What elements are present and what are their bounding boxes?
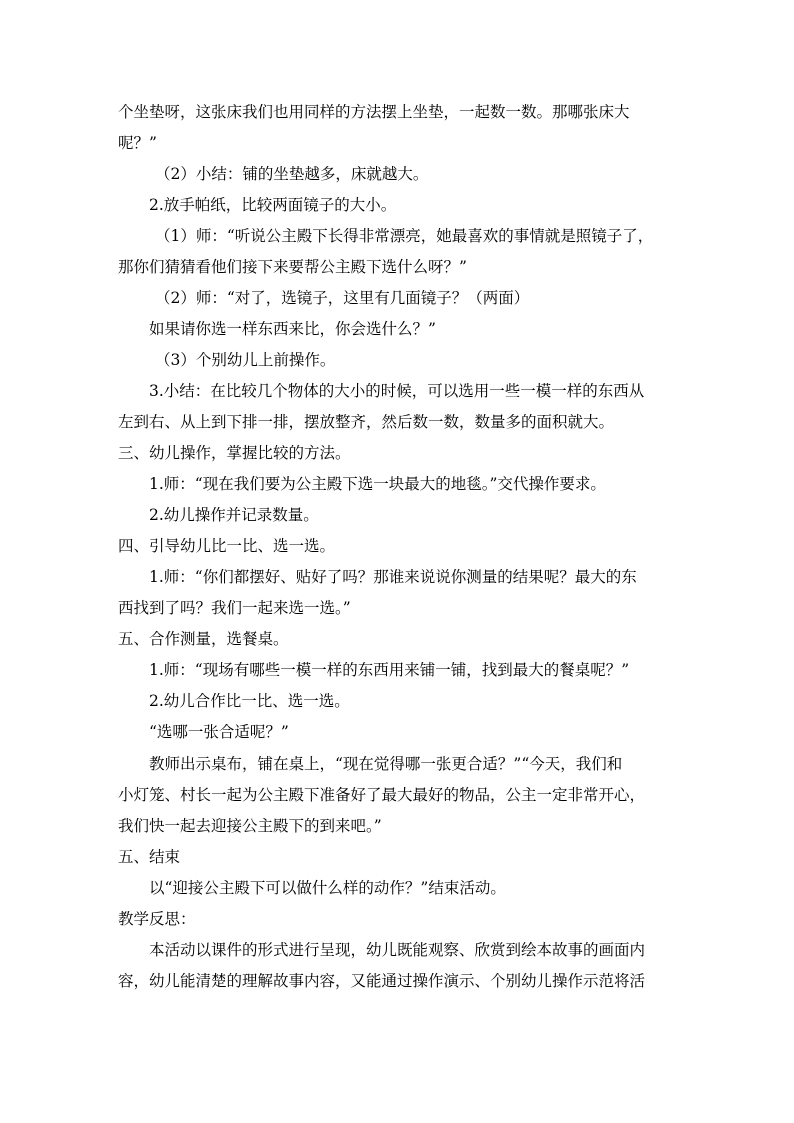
text-line: 教师出示桌布，铺在桌上，“现在觉得哪一张更合适？”“今天，我们和 — [149, 755, 623, 773]
text-line: “选哪一张合适呢？” — [149, 723, 289, 741]
text-line: 左到右、从上到下排一排，摆放整齐，然后数一数，数量多的面积就大。 — [118, 413, 615, 431]
section-heading: 四、引导幼儿比一比、选一选。 — [118, 537, 336, 555]
text-line: 3.小结：在比较几个物体的大小的时候，可以选用一些一模一样的东西从 — [149, 382, 645, 400]
text-line: 1.师：“你们都摆好、贴好了吗？那谁来说说你测量的结果呢？最大的东 — [149, 568, 637, 586]
text-line: （2）师：“对了，选镜子，这里有几面镜子？（两面） — [155, 289, 530, 307]
text-line: 2.放手帕纸，比较两面镜子的大小。 — [149, 196, 397, 214]
text-line: 小灯笼、村长一起为公主殿下准备好了最大最好的物品，公主一定非常开心， — [118, 786, 646, 804]
text-line: （2）小结：铺的坐垫越多，床就越大。 — [155, 165, 429, 183]
section-heading: 三、幼儿操作，掌握比较的方法。 — [118, 444, 351, 462]
text-line: 容，幼儿能清楚的理解故事内容，又能通过操作演示、个别幼儿操作示范将活 — [118, 972, 646, 990]
text-line: 2.幼儿操作并记录数量。 — [149, 506, 319, 524]
text-line: 我们快一起去迎接公主殿下的到来吧。” — [118, 817, 382, 835]
text-line: （3）个别幼儿上前操作。 — [155, 351, 336, 369]
text-line: 个坐垫呀，这张床我们也用同样的方法摆上坐垫，一起数一数。那哪张床大 — [118, 103, 630, 121]
section-heading: 五、合作测量，选餐桌。 — [118, 630, 289, 648]
text-line: 1.师：“现场有哪些一模一样的东西用来铺一铺，找到最大的餐桌呢？” — [149, 661, 630, 679]
text-line: 1.师：“现在我们要为公主殿下选一块最大的地毯。”交代操作要求。 — [149, 475, 606, 493]
section-heading: 五、结束 — [118, 848, 181, 866]
text-line: 那你们猜猜看他们接下来要帮公主殿下选什么呀？” — [118, 258, 467, 276]
text-line: （1）师：“听说公主殿下长得非常漂亮，她最喜欢的事情就是照镜子了， — [155, 227, 654, 245]
section-heading: 教学反思： — [118, 910, 196, 928]
text-line: 呢？” — [118, 134, 157, 152]
text-line: 如果请你选一样东西来比，你会选什么？” — [149, 320, 436, 338]
text-line: 本活动以课件的形式进行呈现，幼儿既能观察、欣赏到绘本故事的画面内 — [149, 941, 646, 959]
text-line: 西找到了吗？我们一起来选一选。” — [118, 599, 351, 617]
text-line: 以“迎接公主殿下可以做什么样的动作？”结束活动。 — [149, 879, 506, 897]
text-line: 2.幼儿合作比一比、选一选。 — [149, 692, 350, 710]
